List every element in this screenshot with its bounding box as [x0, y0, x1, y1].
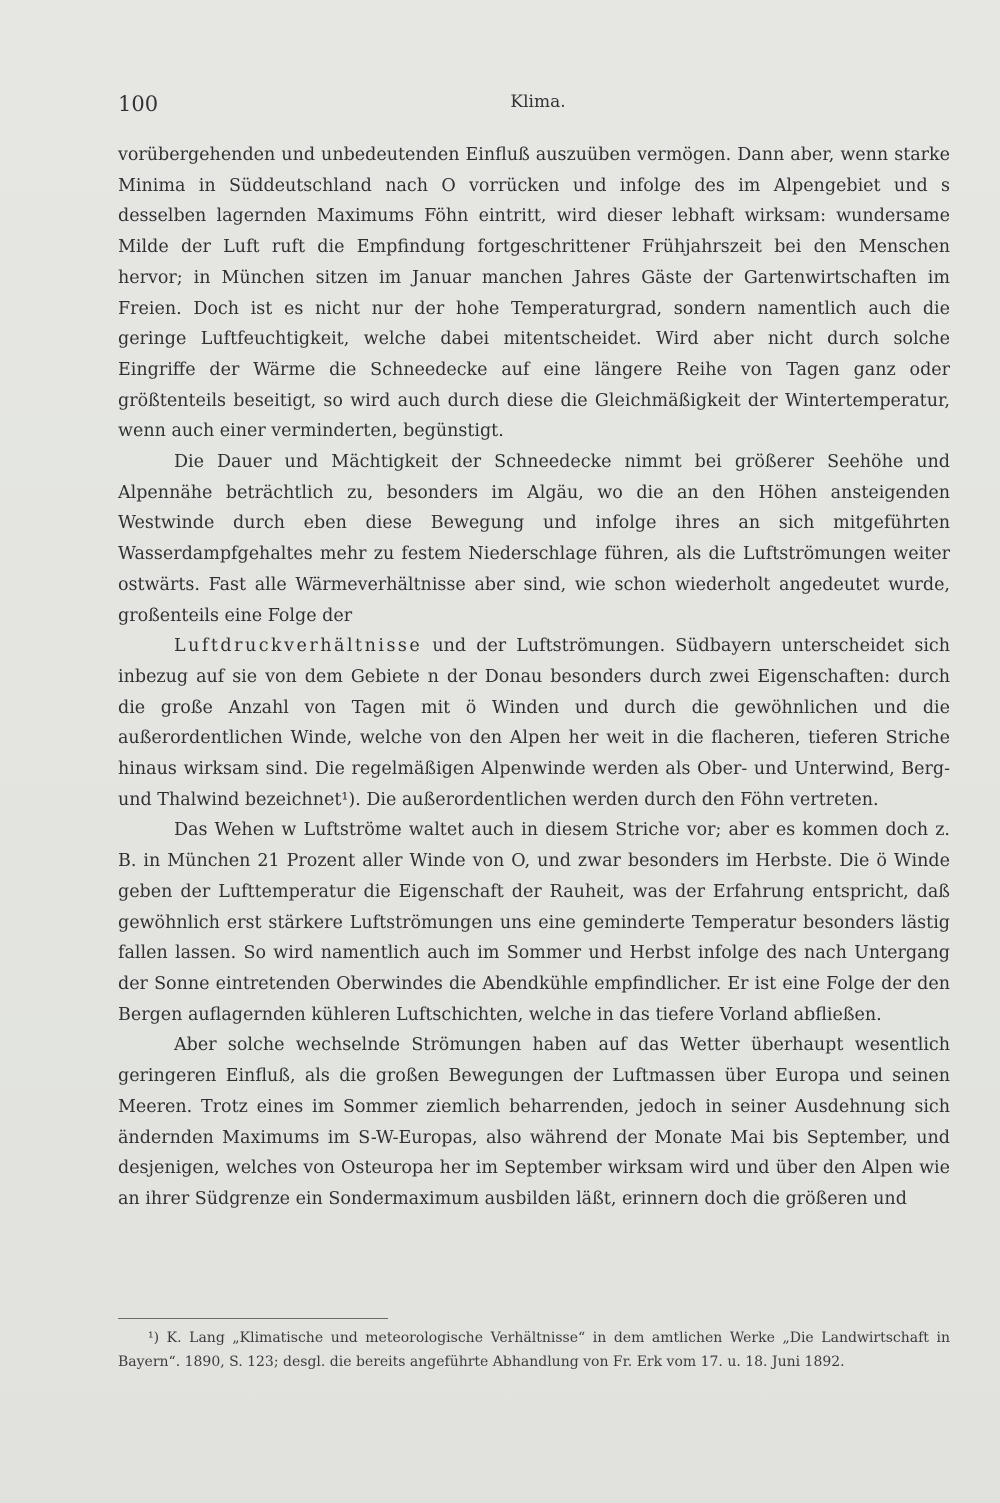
body-text: [118, 140, 950, 1215]
paragraph: vorübergehenden und unbedeutenden Einfluß auszuüben vermögen. Dann aber, wenn starke Minima in Süddeutschland nach O vorrücken und infolge des im Alpengebiet und s desselben lagernden Maximums Föhn eintritt, wird dieser lebhaft wirksam: wundersame Milde der Luft ruft die Empfindung fortgeschrittener Frühjahrszeit bei den Menschen hervor; in München sitzen im Januar manchen Jahres Gäste der Gartenwirtschaften im Freien. Doch ist es nicht nur der hohe Temperaturgrad, sondern namentlich auch die geringe Luftfeuchtigkeit, welche dabei mitentscheidet. Wird aber nicht durch solche Eingriffe der Wärme die Schneedecke auf eine längere Reihe von Tagen ganz oder größtenteils beseitigt, so wird auch durch diese die Gleichmäßigkeit der Wintertemperatur, wenn auch einer verminderten, begünstigt.: [118, 145, 950, 442]
footnotes: [118, 1326, 950, 1374]
page-header: [118, 92, 958, 124]
page-number: 100: [118, 92, 159, 116]
emphasized-term: Luftdruckverhältnisse: [174, 636, 423, 657]
paragraph: Die Dauer und Mächtigkeit der Schneedecke nimmt bei größerer Seehöhe und Alpennähe beträchtlich zu, besonders im Algäu, wo die an den Höhen ansteigenden Westwinde durch eben diese Bewegung und infolge ihres an sich mitgeführten Wasserdampfgehaltes mehr zu festem Niederschlage führen, als die Luftströmungen weiter ostwärts. Fast alle Wärmeverhältnisse aber sind, wie schon wiederholt angedeutet wurde, großenteils eine Folge der: [118, 452, 950, 626]
paragraph: Aber solche wechselnde Strömungen haben auf das Wetter überhaupt wesentlich geringeren Einfluß, als die großen Bewegungen der Luftmassen über Europa und seinen Meeren. Trotz eines im Sommer ziemlich beharrenden, jedoch in seiner Ausdehnung sich ändernden Maximums im S-W-Europas, also während der Monate Mai bis September, und desjenigen, welches von Osteuropa her im September wirksam wird und über den Alpen wie an ihrer Südgrenze ein Sondermaximum ausbilden läßt, erinnern doch die größeren und: [118, 1035, 950, 1209]
running-head: Klima.: [510, 92, 566, 112]
paragraph: Das Wehen w Luftströme waltet auch in diesem Striche vor; aber es kommen doch z. B. in München 21 Prozent aller Winde von O, und zwar besonders im Herbste. Die ö Winde geben der Lufttemperatur die Eigenschaft der Rauheit, was der Erfahrung entspricht, daß gewöhnlich erst stärkere Luftströmungen uns eine geminderte Temperatur besonders lästig fallen lassen. So wird namentlich auch im Sommer und Herbst infolge des nach Untergang der Sonne eintretenden Oberwindes die Abendkühle empfindlicher. Er ist eine Folge der den Bergen auflagernden kühleren Luftschichten, welche in das tiefere Vorland abfließen.: [118, 820, 950, 1025]
paragraph-text: und der Luftströmungen. Südbayern unterscheidet sich inbezug auf sie von dem Gebiete n der Donau besonders durch zwei Eigenschaften: durch die große Anzahl von Tagen mit ö Winden und durch die gewöhnlichen und die außerordentlichen Winde, welche von den Alpen her weit in die flacheren, tieferen Striche hinaus wirksam sind. Die regelmäßigen Alpenwinde werden als Ober- und Unterwind, Berg- und Thalwind bezeichnet¹). Die außerordentlichen werden durch den Föhn vertreten.: [118, 636, 950, 810]
paragraph: [118, 631, 950, 815]
footnote-divider: [118, 1318, 388, 1319]
footnote: ¹) K. Lang „Klimatische und meteorologische Verhältnisse“ in dem amtlichen Werke „Die Landwirtschaft in Bayern“. 1890, S. 123; desgl. die bereits angeführte Abhandlung von Fr. Erk vom 17. u. 18. Juni 1892.: [118, 1330, 950, 1370]
